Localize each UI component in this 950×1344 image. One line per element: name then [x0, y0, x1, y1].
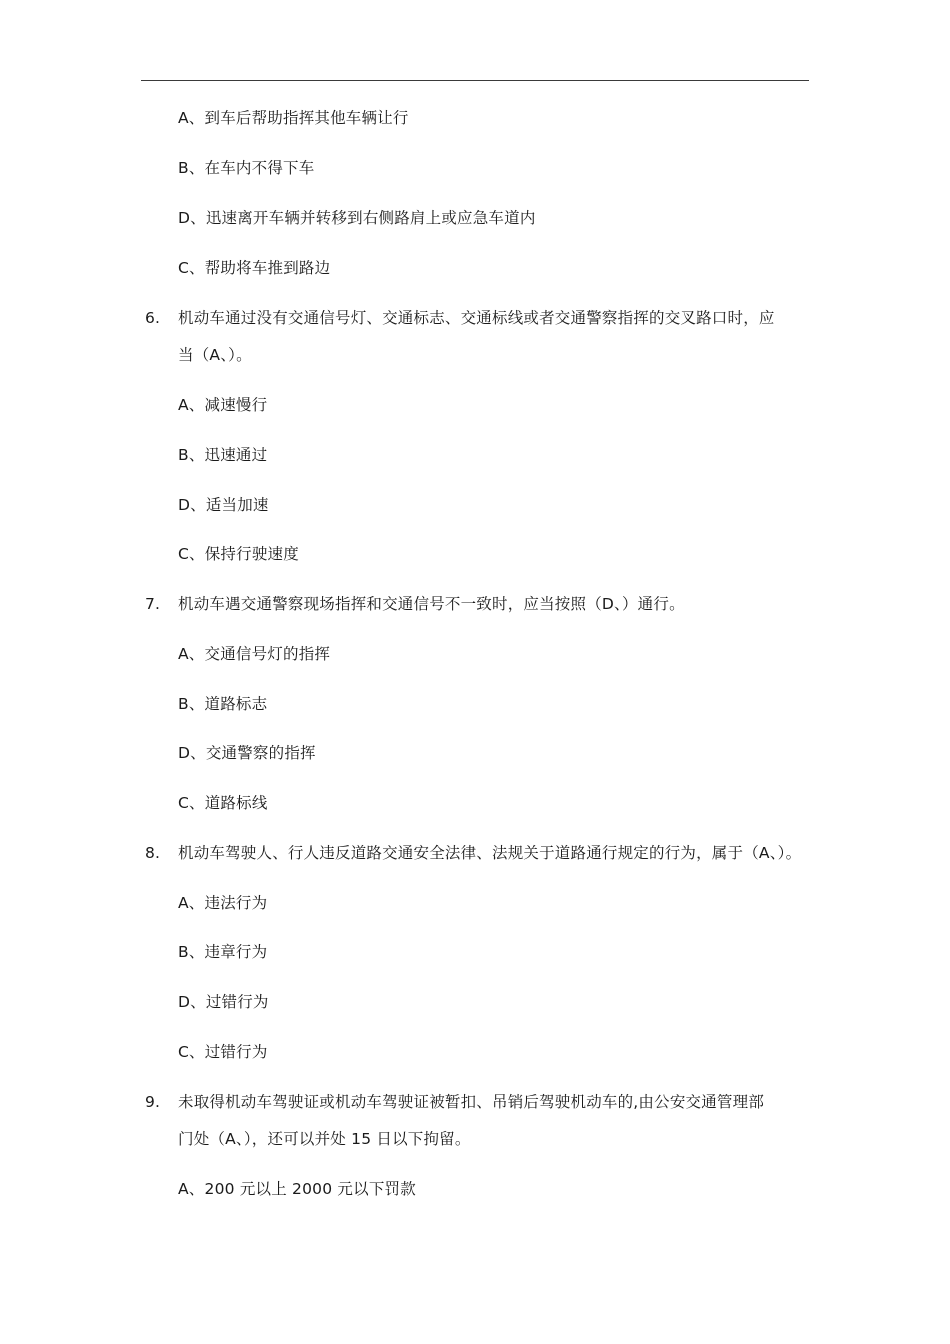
q6-text-line2: 当（A、）。 [178, 346, 252, 364]
q7-option-c: C、道路标线 [178, 794, 268, 812]
q7-number: 7. [145, 595, 161, 613]
q8-option-d: D、过错行为 [178, 993, 269, 1011]
q7-option-b: B、道路标志 [178, 695, 268, 713]
q9-text-line2: 门处（A、），还可以并处 15 日以下拘留。 [178, 1130, 471, 1148]
q9-number: 9. [145, 1093, 161, 1111]
q5-option-d: D、迅速离开车辆并转移到右侧路肩上或应急车道内 [178, 209, 536, 227]
q6-option-c: C、保持行驶速度 [178, 545, 299, 563]
q9-text-line1: 未取得机动车驾驶证或机动车驾驶证被暂扣、吊销后驾驶机动车的,由公安交通管理部 [178, 1093, 765, 1111]
q8-option-b: B、违章行为 [178, 943, 268, 961]
q7-text-line1: 机动车遇交通警察现场指挥和交通信号不一致时，应当按照（D、）通行。 [178, 595, 685, 613]
q6-number: 6. [145, 309, 161, 327]
q8-option-a: A、违法行为 [178, 894, 268, 912]
q7-option-a: A、交通信号灯的指挥 [178, 645, 331, 663]
q9-option-a: A、200 元以上 2000 元以下罚款 [178, 1180, 416, 1198]
q5-option-a: A、到车后帮助指挥其他车辆让行 [178, 109, 409, 127]
q8-text-line1: 机动车驾驶人、行人违反道路交通安全法律、法规关于道路通行规定的行为，属于（A、）。 [178, 844, 802, 862]
q6-text-line1: 机动车通过没有交通信号灯、交通标志、交通标线或者交通警察指挥的交叉路口时，应 [178, 309, 775, 327]
header-rule [141, 80, 809, 81]
q6-option-a: A、减速慢行 [178, 396, 268, 414]
q6-option-d: D、适当加速 [178, 496, 269, 514]
q5-option-b: B、在车内不得下车 [178, 159, 315, 177]
q7-option-d: D、交通警察的指挥 [178, 744, 316, 762]
q8-option-c: C、过错行为 [178, 1043, 268, 1061]
q6-option-b: B、迅速通过 [178, 446, 268, 464]
q8-number: 8. [145, 844, 161, 862]
q5-option-c: C、帮助将车推到路边 [178, 259, 331, 277]
